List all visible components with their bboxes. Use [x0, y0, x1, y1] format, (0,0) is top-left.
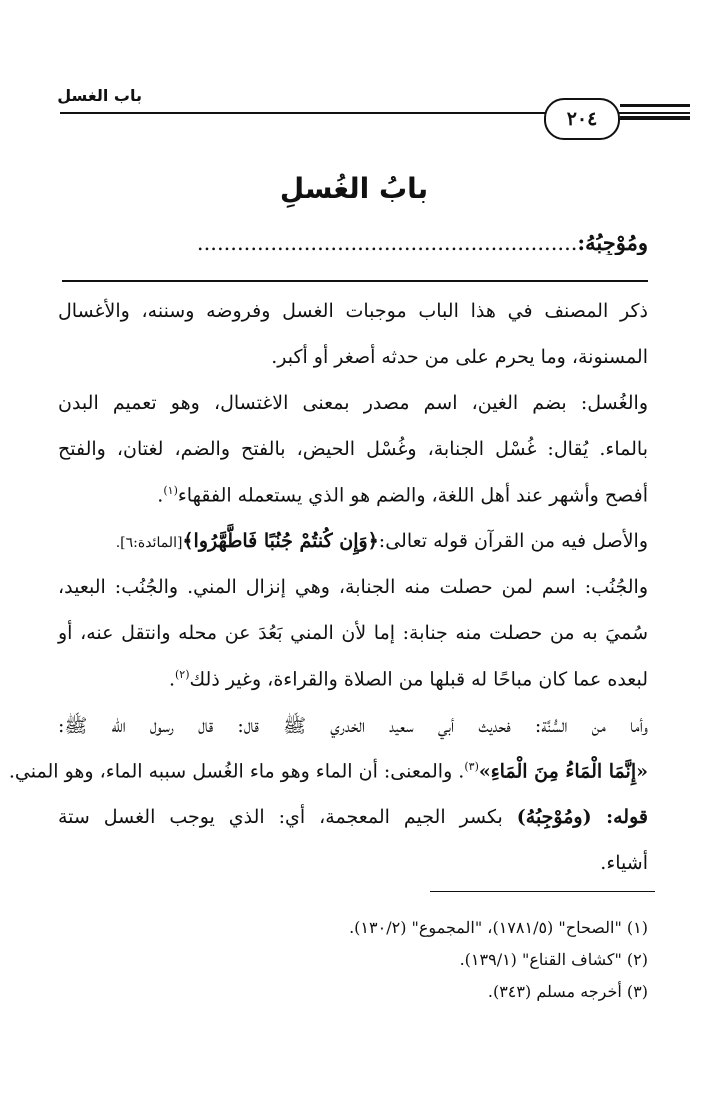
chapter-title: بابُ الغُسلِ: [279, 172, 429, 205]
body-line-9-text: لبعده عما كان مباحًا له قبلها من الصلاة والقراءة، وغير ذلك: [189, 668, 648, 691]
body-line-5: أفصح وأشهر عند أهل اللغة، والضم هو الذي يستعمله الفقهاء$^{(١)}$.: [157, 484, 648, 507]
footnote-ref-3: (٣): [464, 760, 479, 773]
footnote-ref-1: (١): [163, 484, 178, 497]
quran-verse: ﴿وَإِن كُنتُمْ جُنُبًا فَاطَّهَّرُوا﴾: [182, 530, 379, 552]
subheading-dots: .........................................................: [196, 231, 578, 255]
commentary-label: قوله: (ومُوْجِبُهُ): [516, 806, 648, 828]
footnote-3: (٣) أخرجه مسلم (٣٤٣).: [487, 982, 648, 1001]
body-line-11: [8, 760, 648, 783]
body-line-5-text: أفصح وأشهر عند أهل اللغة، والضم هو الذي يستعمله الفقهاء: [177, 484, 648, 507]
body-line-6-text: والأصل فيه من القرآن قوله تعالى:: [378, 530, 648, 552]
body-line-12-text: بكسر الجيم المعجمة، أي: الذي يوجب الغسل ستة: [58, 806, 503, 828]
quran-citation: [المائدة:٦].: [115, 535, 183, 551]
body-line-11-text: . والمعنى: أن الماء وهو ماء الغُسل سببه الماء، وهو المني.: [8, 760, 465, 783]
body-line-2: المسنونة، وما يحرم على من حدثه أصغر أو أكبر.: [271, 346, 648, 368]
body-line-8: سُميَ به من حصلت منه جنابة: إما لأن المني بَعُدَ عن محله وانتقل عنه، أو: [58, 622, 648, 644]
section-divider: [62, 280, 648, 282]
subheading: [48, 230, 648, 255]
body-line-1: ذكر المصنف في هذا الباب موجبات الغسل وفروضه وسننه، والأغسال: [58, 300, 648, 322]
subheading-label: ومُوْجِبُهُ:: [577, 230, 648, 255]
footnote-ref-2: (٢): [175, 668, 190, 681]
body-line-6: [58, 530, 648, 552]
header-rule-thick: [620, 116, 690, 120]
running-title: باب الغسل: [57, 86, 142, 105]
body-line-3: والغُسل: بضم الغين، اسم مصدر بمعنى الاغتسال، وهو تعميم البدن: [58, 392, 648, 414]
body-line-10: وأما من السُّنَّة: فحديث أبي سعيد الخدري ﷺ قال: قال رسول الله ﷺ:: [58, 715, 648, 737]
footnote-1: (١) "الصحاح" (١٧٨١/٥)، "المجموع" (١٣٠/٢).: [349, 918, 648, 937]
body-line-12: [58, 806, 648, 828]
body-line-7: والجُنُب: اسم لمن حصلت منه الجنابة، وهي إنزال المني. والجُنُب: البعيد،: [58, 576, 648, 598]
body-line-9: لبعده عما كان مباحًا له قبلها من الصلاة والقراءة، وغير ذلك$^{(٢)}$.: [168, 668, 648, 691]
footnote-2: (٢) "كشاف القناع" (١٣٩/١).: [459, 950, 648, 969]
body-line-13: أشياء.: [600, 852, 648, 874]
body-line-4: بالماء. يُقال: غُسْل الجنابة، وغُسْل الحيض، بالفتح والضم، لغتان، والفتح: [58, 438, 648, 460]
page-number: ٢٠٤: [544, 98, 620, 140]
hadith-text: «إِنَّمَا الْمَاءُ مِنَ الْمَاءِ»: [478, 760, 648, 783]
footnote-rule: [430, 891, 655, 892]
header-rule-top: [620, 104, 690, 107]
